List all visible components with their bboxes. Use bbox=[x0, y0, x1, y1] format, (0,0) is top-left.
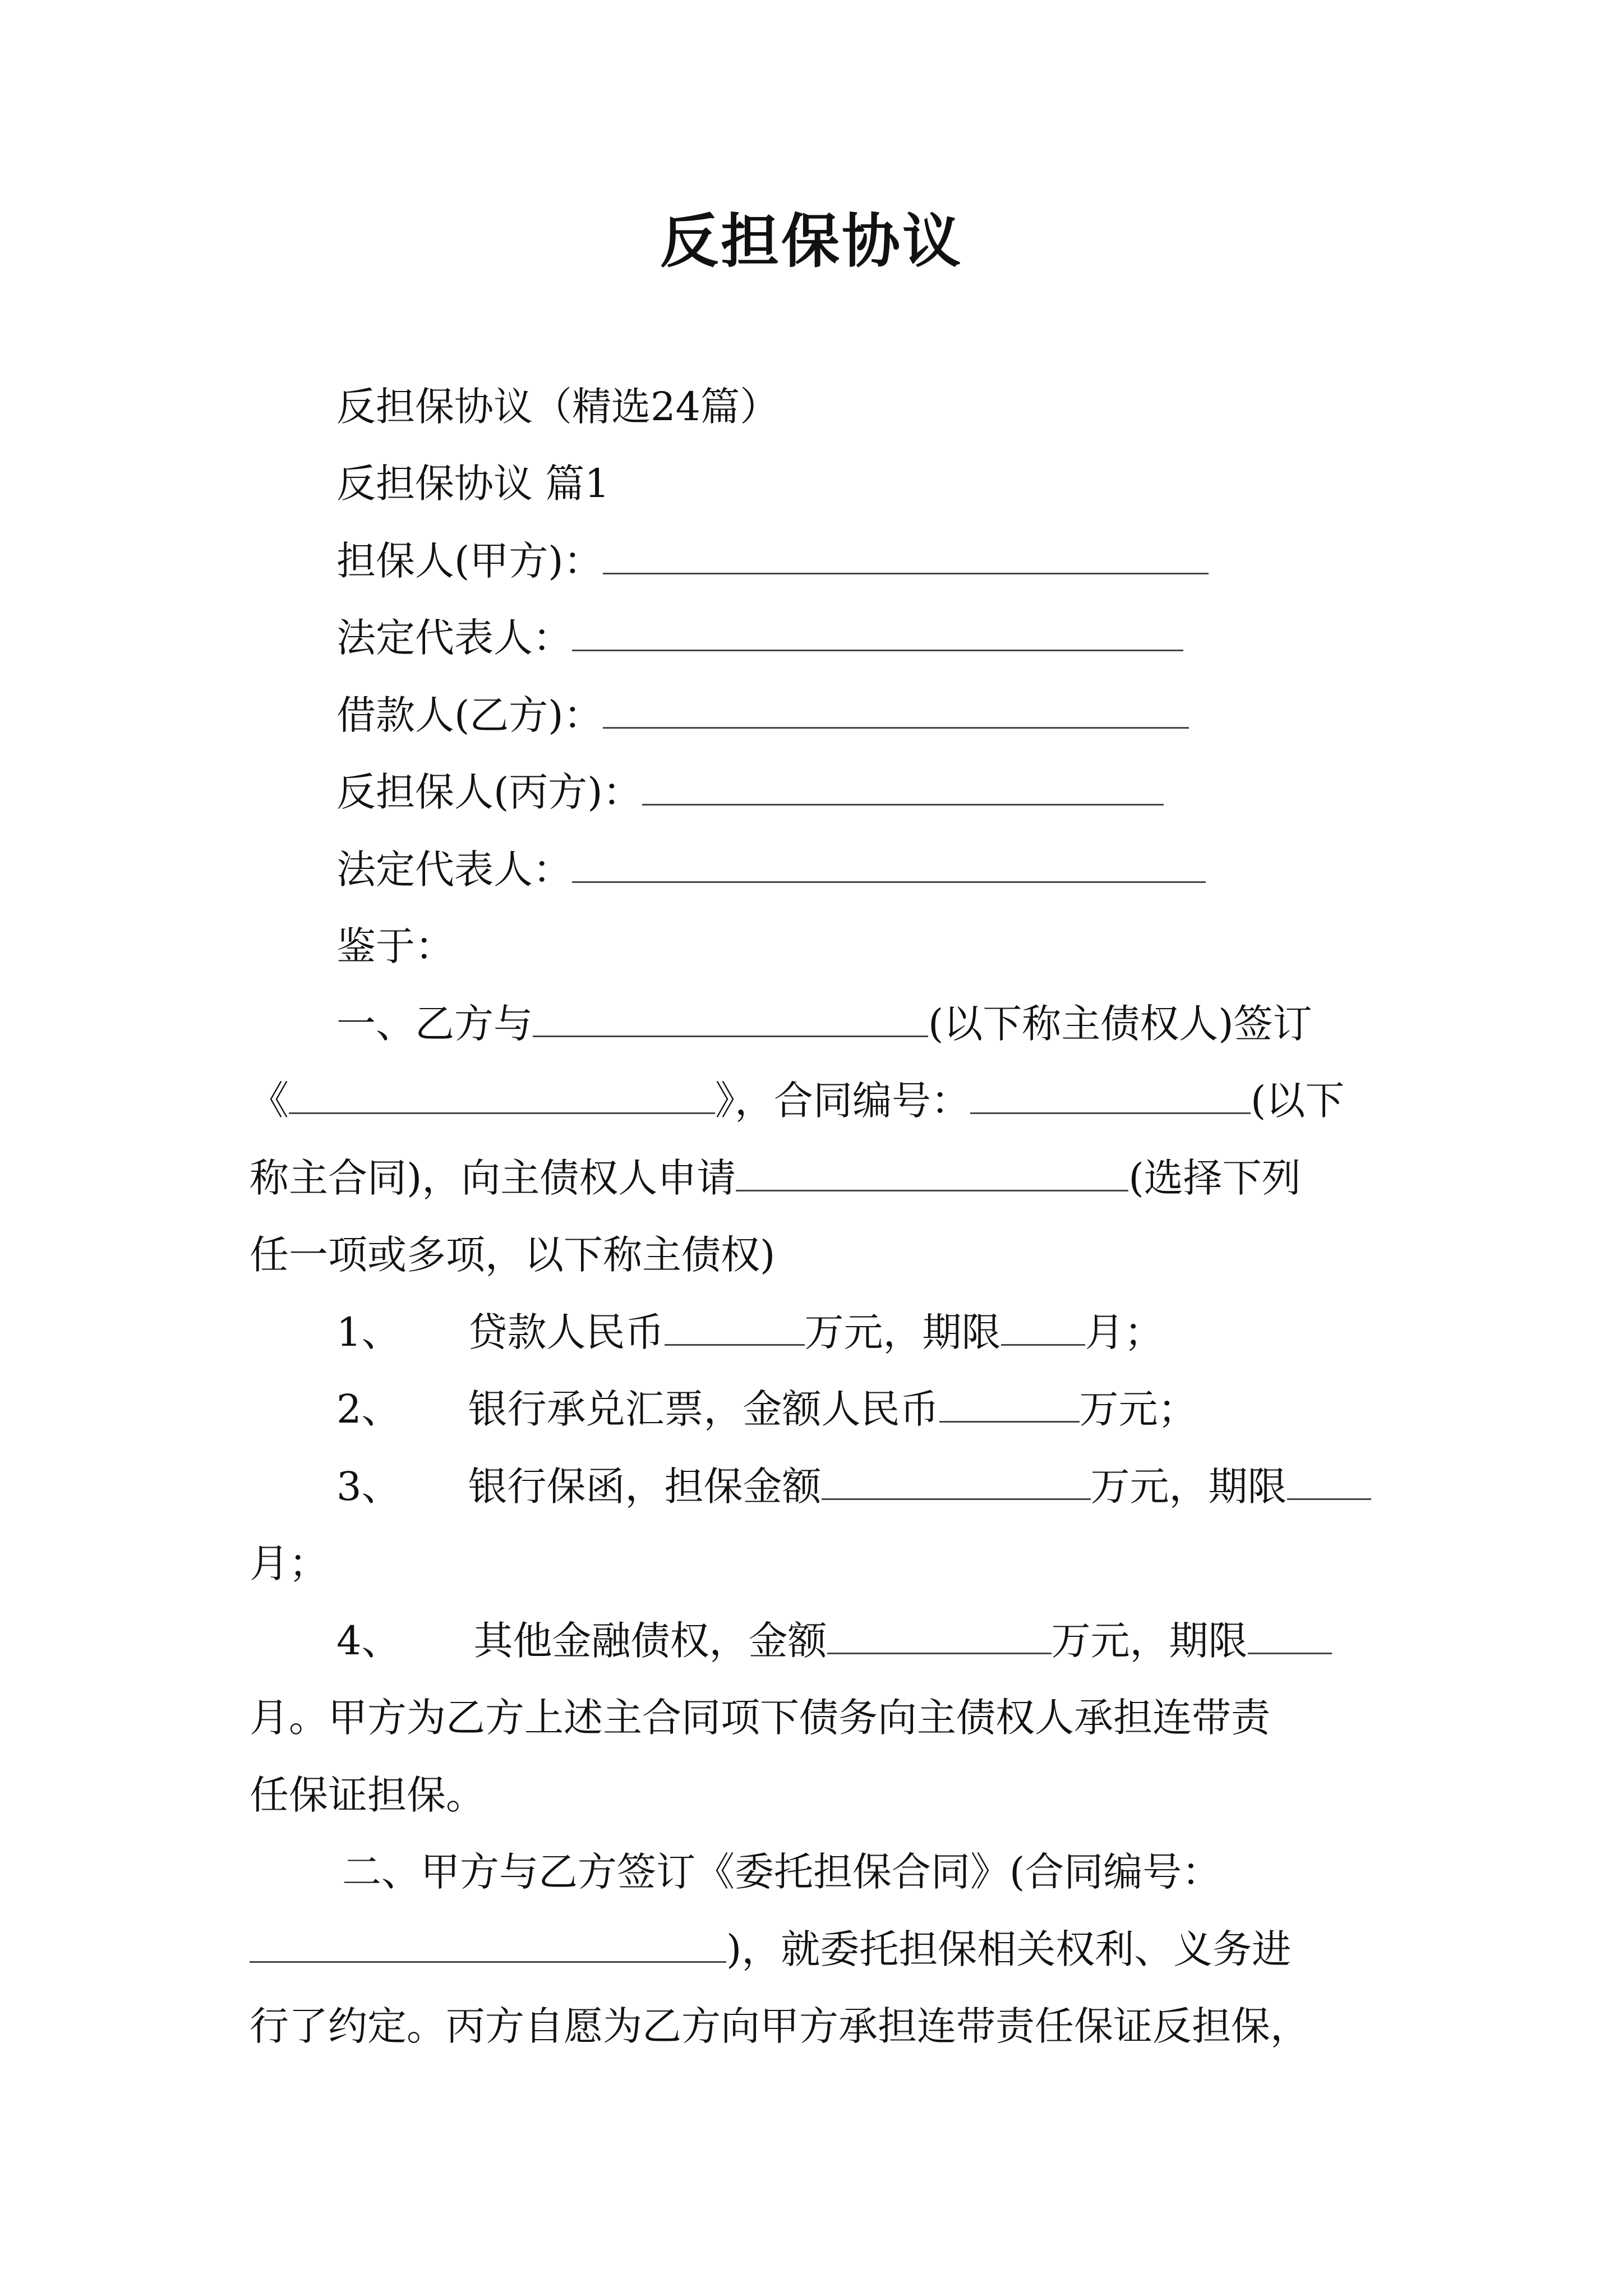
item-text: 银行保函，担保金额 bbox=[468, 1464, 822, 1510]
item-text: 万元，期限 bbox=[1090, 1464, 1287, 1510]
guarantor-label: 担保人(甲方)： bbox=[336, 538, 603, 584]
clause1-text: (以下称主债权人)签订 bbox=[928, 1001, 1312, 1047]
item-text: 银行承兑汇票，金额人民币 bbox=[468, 1386, 939, 1432]
clause2-text: )，就委托担保相关权利、义务进 bbox=[726, 1926, 1292, 1972]
legal-rep-field-1 bbox=[336, 610, 1183, 666]
clause1-text: 》，合同编号： bbox=[715, 1078, 970, 1124]
clause1-text: (选择下列 bbox=[1128, 1155, 1301, 1201]
item-4-end: 任保证担保。 bbox=[250, 1772, 485, 1818]
borrower-label: 借款人(乙方)： bbox=[336, 692, 603, 738]
clause2-line3: 行了约定。丙方自愿为乙方向甲方承担连带责任保证反担保， bbox=[250, 2003, 1310, 2049]
clause2-line1: 二、甲方与乙方签订《委托担保合同》(合同编号： bbox=[342, 1849, 1221, 1895]
item-4 bbox=[336, 1613, 1332, 1669]
legal-rep-blank-2 bbox=[572, 846, 1206, 883]
item-text: 其他金融债权，金额 bbox=[473, 1618, 827, 1664]
item-number: 2、 bbox=[336, 1386, 401, 1432]
draft-amount-blank bbox=[939, 1386, 1080, 1423]
legal-rep-blank-1 bbox=[572, 615, 1183, 651]
whereas-label: 鉴于： bbox=[336, 923, 454, 969]
clause1-text: (以下 bbox=[1251, 1078, 1345, 1124]
item-text: 万元，期限 bbox=[804, 1309, 1001, 1355]
section-heading: 反担保协议 篇1 bbox=[336, 461, 610, 507]
creditor-blank bbox=[533, 1001, 928, 1037]
counter-guarantor-field bbox=[336, 764, 1164, 820]
clause1-line3 bbox=[250, 1150, 1301, 1206]
legal-rep-field-2 bbox=[336, 841, 1206, 898]
item-4-continued: 月。甲方为乙方上述主合同项下债务向主债权人承担连带责 bbox=[250, 1695, 1270, 1741]
clause1-text: 称主合同)，向主债权人申请 bbox=[250, 1155, 736, 1201]
guarantee-amount-blank bbox=[822, 1464, 1091, 1500]
clause2-line2 bbox=[250, 1921, 1291, 1977]
item-1 bbox=[336, 1304, 1164, 1360]
item-number: 4、 bbox=[336, 1618, 401, 1664]
guarantor-blank bbox=[603, 538, 1209, 574]
item-text: 万元，期限 bbox=[1051, 1618, 1248, 1664]
guarantee-term-blank bbox=[1287, 1464, 1371, 1500]
item-3 bbox=[336, 1458, 1371, 1515]
document-subtitle: 反担保协议（精选24篇） bbox=[336, 384, 780, 430]
clause1-line2 bbox=[250, 1073, 1344, 1129]
loan-term-blank bbox=[1001, 1309, 1085, 1346]
clause1-text: 一、乙方与 bbox=[336, 1001, 533, 1047]
item-number: 1、 bbox=[336, 1309, 401, 1355]
guarantor-field bbox=[336, 533, 1209, 589]
borrower-field bbox=[336, 687, 1189, 743]
page-title: 反担保协议 bbox=[660, 207, 963, 275]
contract-number-blank bbox=[970, 1078, 1251, 1114]
item-text: 月； bbox=[1085, 1309, 1164, 1355]
item-text: 万元； bbox=[1079, 1386, 1197, 1432]
counter-guarantor-label: 反担保人(丙方)： bbox=[336, 769, 642, 815]
other-term-blank bbox=[1248, 1618, 1332, 1654]
other-amount-blank bbox=[827, 1618, 1052, 1654]
clause1-text: 《 bbox=[250, 1078, 289, 1124]
item-3-continued: 月； bbox=[250, 1540, 328, 1586]
legal-rep-label-2: 法定代表人： bbox=[336, 846, 572, 892]
item-text: 贷款人民币 bbox=[468, 1309, 665, 1355]
contract-name-blank bbox=[289, 1078, 715, 1114]
clause1-line1 bbox=[336, 996, 1312, 1052]
legal-rep-label-1: 法定代表人： bbox=[336, 615, 572, 661]
counter-guarantor-blank bbox=[642, 769, 1164, 806]
item-number: 3、 bbox=[336, 1464, 401, 1510]
borrower-blank bbox=[603, 692, 1189, 729]
item-2 bbox=[336, 1381, 1197, 1437]
clause1-line4: 任一项或多项，以下称主债权) bbox=[250, 1232, 776, 1278]
loan-amount-blank bbox=[665, 1309, 805, 1346]
application-blank bbox=[736, 1155, 1128, 1191]
entrust-contract-number-blank bbox=[250, 1926, 726, 1963]
